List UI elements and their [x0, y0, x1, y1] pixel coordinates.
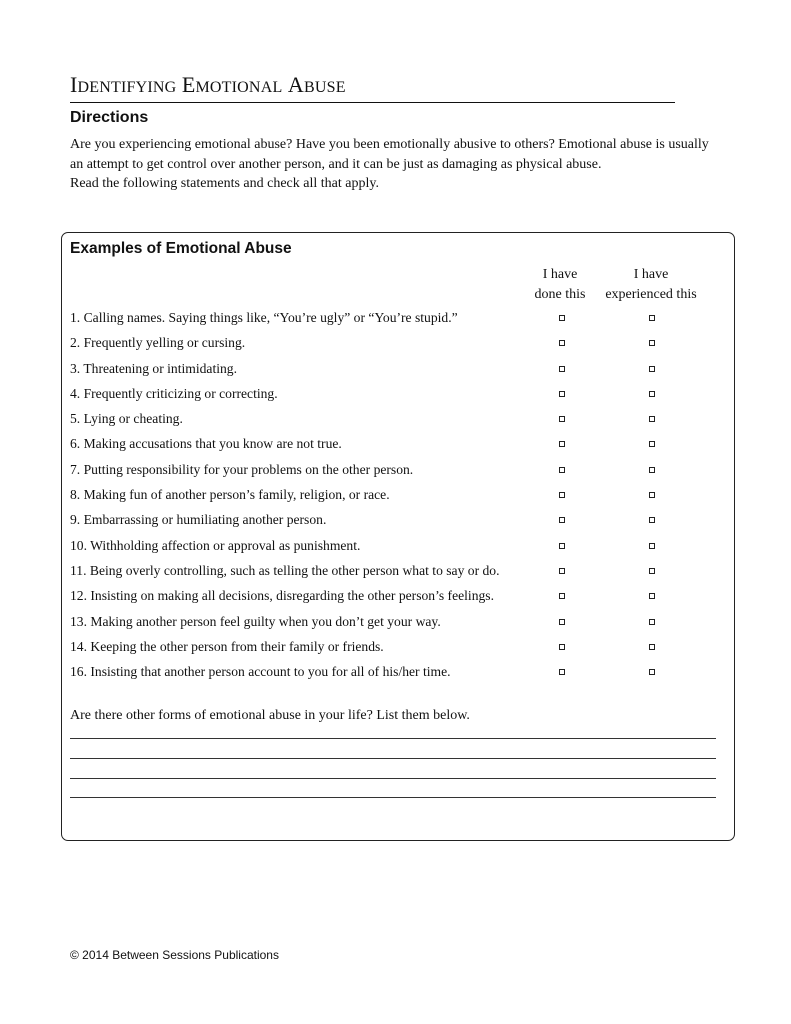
column-header-experienced-this: I have experienced this	[605, 267, 697, 302]
directions-line: Are you experiencing emotional abuse? Have you been emotionally abusive to others? Emotional abuse is usually	[70, 137, 709, 152]
statement-text: 8. Making fun of another person’s family, religion, or race.	[70, 487, 390, 503]
done-this-checkbox[interactable]	[559, 441, 565, 447]
write-in-line[interactable]	[70, 797, 716, 798]
checklist-row	[70, 638, 730, 663]
experienced-this-checkbox[interactable]	[649, 315, 655, 321]
done-this-checkbox[interactable]	[559, 492, 565, 498]
statement-text: 6. Making accusations that you know are not true.	[70, 436, 342, 452]
checklist-row	[70, 360, 730, 385]
done-this-checkbox[interactable]	[559, 619, 565, 625]
checklist-row	[70, 663, 730, 688]
experienced-this-checkbox[interactable]	[649, 467, 655, 473]
checklist-row	[70, 385, 730, 410]
statement-text: 16. Insisting that another person account to you for all of his/her time.	[70, 664, 451, 680]
directions-line: Read the following statements and check all that apply.	[70, 176, 379, 191]
checklist-row	[70, 537, 730, 562]
statement-text: 1. Calling names. Saying things like, “You’re ugly” or “You’re stupid.”	[70, 310, 458, 325]
checklist-row	[70, 587, 730, 612]
done-this-checkbox[interactable]	[559, 543, 565, 549]
page-title: IDENTIFYING EMOTIONAL ABUSE	[70, 72, 675, 103]
directions-text	[70, 135, 730, 194]
experienced-this-checkbox[interactable]	[649, 441, 655, 447]
write-in-line[interactable]	[70, 758, 716, 759]
directions-line: an attempt to get control over another person, and it can be just as damaging as physical abuse.	[70, 156, 602, 172]
experienced-this-checkbox[interactable]	[649, 619, 655, 625]
done-this-checkbox[interactable]	[559, 568, 565, 574]
statement-text: 14. Keeping the other person from their family or friends.	[70, 638, 384, 654]
column-header-done-this: I have done this	[534, 267, 586, 302]
checklist-row	[70, 511, 730, 536]
statement-text: 9. Embarrassing or humiliating another person.	[70, 512, 327, 528]
statement-text: 11. Being overly controlling, such as telling the other person what to say or do.	[70, 562, 500, 578]
checklist-row	[70, 613, 730, 638]
experienced-this-checkbox[interactable]	[649, 366, 655, 372]
statement-text: 12. Insisting on making all decisions, disregarding the other person’s feelings.	[70, 588, 494, 604]
statement-text: 7. Putting responsibility for your problems on the other person.	[70, 461, 414, 477]
done-this-checkbox[interactable]	[559, 391, 565, 397]
checklist-row	[70, 410, 730, 435]
other-forms-prompt: Are there other forms of emotional abuse in your life? List them below.	[70, 708, 470, 723]
checklist-row	[70, 562, 730, 587]
experienced-this-checkbox[interactable]	[649, 669, 655, 675]
examples-heading: Examples of Emotional Abuse	[70, 240, 292, 257]
directions-heading: Directions	[70, 109, 149, 126]
copyright-footer: © 2014 Between Sessions Publications	[70, 948, 279, 962]
statement-text: 4. Frequently criticizing or correcting.	[70, 385, 278, 401]
statement-text: 13. Making another person feel guilty when you don’t get your way.	[70, 613, 441, 629]
experienced-this-checkbox[interactable]	[649, 593, 655, 599]
checklist-row	[70, 334, 730, 359]
checklist	[70, 309, 730, 688]
statement-text: 2. Frequently yelling or cursing.	[70, 335, 246, 351]
write-in-line[interactable]	[70, 738, 716, 739]
done-this-checkbox[interactable]	[559, 315, 565, 321]
done-this-checkbox[interactable]	[559, 517, 565, 523]
experienced-this-checkbox[interactable]	[649, 517, 655, 523]
experienced-this-checkbox[interactable]	[649, 391, 655, 397]
done-this-checkbox[interactable]	[559, 669, 565, 675]
checklist-row	[70, 461, 730, 486]
done-this-checkbox[interactable]	[559, 467, 565, 473]
checklist-row	[70, 486, 730, 511]
experienced-this-checkbox[interactable]	[649, 416, 655, 422]
write-in-line[interactable]	[70, 778, 716, 779]
statement-text: 5. Lying or cheating.	[70, 411, 183, 427]
statement-text: 10. Withholding affection or approval as punishment.	[70, 537, 361, 553]
checklist-row	[70, 435, 730, 460]
examples-box	[61, 232, 735, 841]
experienced-this-checkbox[interactable]	[649, 543, 655, 549]
done-this-checkbox[interactable]	[559, 416, 565, 422]
checklist-row	[70, 309, 730, 334]
done-this-checkbox[interactable]	[559, 366, 565, 372]
done-this-checkbox[interactable]	[559, 340, 565, 346]
experienced-this-checkbox[interactable]	[649, 492, 655, 498]
experienced-this-checkbox[interactable]	[649, 568, 655, 574]
experienced-this-checkbox[interactable]	[649, 340, 655, 346]
done-this-checkbox[interactable]	[559, 593, 565, 599]
experienced-this-checkbox[interactable]	[649, 644, 655, 650]
statement-text: 3. Threatening or intimidating.	[70, 360, 237, 376]
done-this-checkbox[interactable]	[559, 644, 565, 650]
